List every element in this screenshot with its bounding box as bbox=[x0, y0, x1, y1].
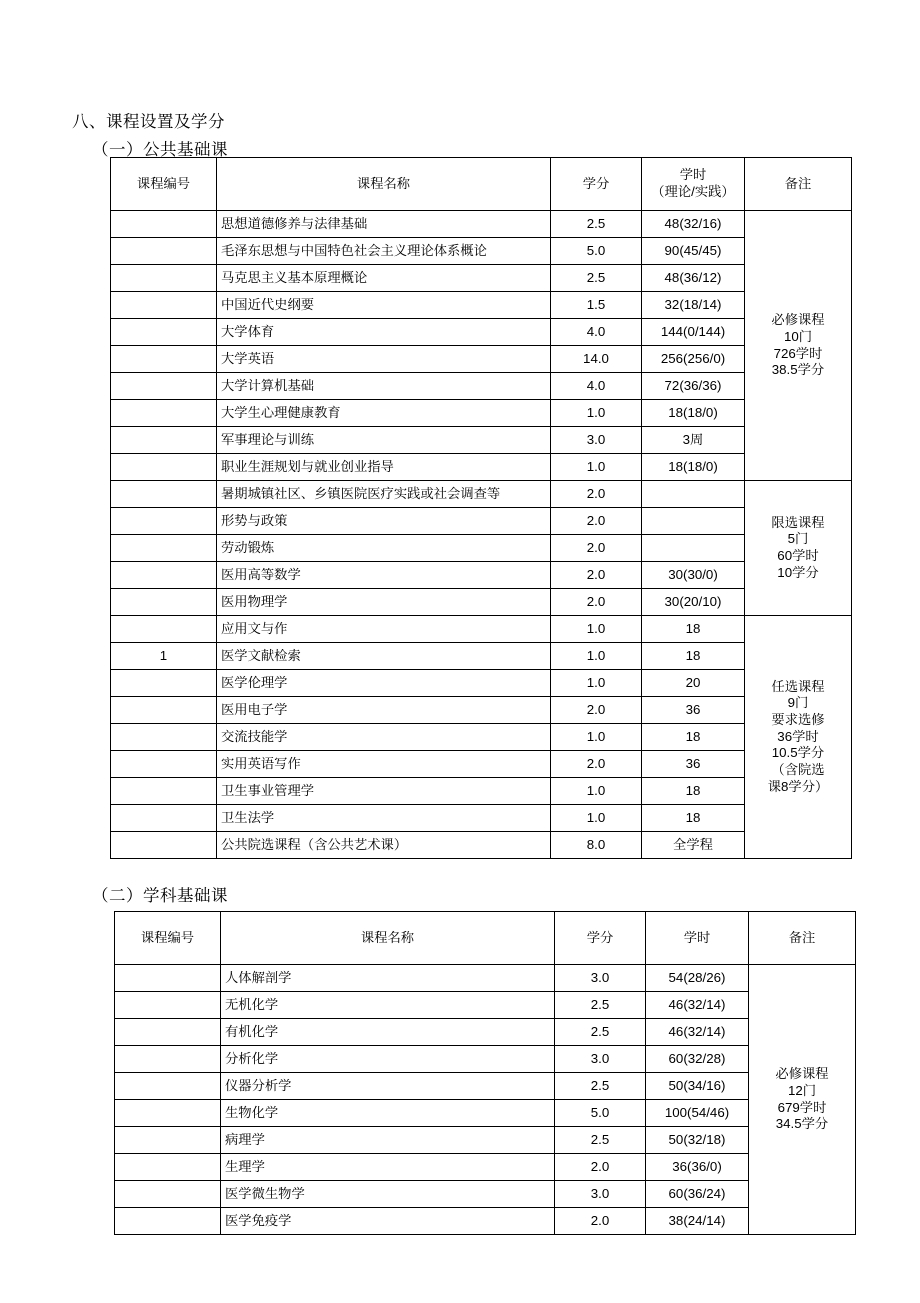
table-row bbox=[111, 778, 852, 805]
cell-class-hours: 60(36/24) bbox=[646, 1181, 749, 1208]
cell-class-hours: 20 bbox=[642, 670, 745, 697]
header-course-code: 课程编号 bbox=[111, 158, 217, 211]
table-body bbox=[111, 211, 852, 859]
table-row bbox=[115, 1019, 856, 1046]
cell-course-name: 暑期城镇社区、乡镇医院医疗实践或社会调查等 bbox=[217, 481, 551, 508]
remarks-line: 课8学分） bbox=[767, 778, 829, 794]
remarks-line: 必修课程 bbox=[775, 1066, 829, 1082]
table-row bbox=[111, 373, 852, 400]
header-remarks: 备注 bbox=[745, 158, 852, 211]
table-row bbox=[111, 211, 852, 238]
remarks-line: 34.5学分 bbox=[775, 1116, 829, 1132]
cell-course-code bbox=[111, 400, 217, 427]
cell-course-name: 医用高等数学 bbox=[217, 562, 551, 589]
cell-course-name: 无机化学 bbox=[221, 992, 555, 1019]
cell-remarks-group bbox=[745, 481, 852, 616]
table-row bbox=[111, 238, 852, 265]
cell-class-hours: 54(28/26) bbox=[646, 965, 749, 992]
cell-class-hours: 50(34/16) bbox=[646, 1073, 749, 1100]
cell-course-code bbox=[115, 1100, 221, 1127]
cell-course-name: 思想道德修养与法律基础 bbox=[217, 211, 551, 238]
remarks-line: 726学时 bbox=[773, 345, 823, 361]
discipline-basic-courses-table bbox=[114, 911, 856, 1235]
cell-class-hours: 18 bbox=[642, 616, 745, 643]
cell-credits: 1.0 bbox=[551, 805, 642, 832]
cell-credits: 2.0 bbox=[551, 697, 642, 724]
cell-credits: 2.5 bbox=[551, 265, 642, 292]
remarks-line: （含院选 bbox=[771, 761, 825, 777]
cell-course-name: 公共院选课程（含公共艺术课） bbox=[217, 832, 551, 859]
cell-credits: 1.0 bbox=[551, 616, 642, 643]
cell-course-code bbox=[115, 1181, 221, 1208]
cell-class-hours: 36 bbox=[642, 751, 745, 778]
cell-remarks-group bbox=[749, 965, 856, 1235]
cell-course-name: 大学生心理健康教育 bbox=[217, 400, 551, 427]
cell-course-code bbox=[111, 238, 217, 265]
remarks-line: 9门 bbox=[787, 695, 809, 711]
cell-course-code: 1 bbox=[111, 643, 217, 670]
cell-class-hours: 18 bbox=[642, 805, 745, 832]
cell-credits: 5.0 bbox=[551, 238, 642, 265]
cell-remarks-group bbox=[745, 616, 852, 859]
remarks-line: 限选课程 bbox=[771, 514, 825, 530]
cell-class-hours: 30(30/0) bbox=[642, 562, 745, 589]
cell-credits: 2.0 bbox=[555, 1208, 646, 1235]
subsection-heading-public: （一）公共基础课 bbox=[92, 140, 228, 159]
cell-credits: 1.0 bbox=[551, 454, 642, 481]
cell-course-name: 马克思主义基本原理概论 bbox=[217, 265, 551, 292]
cell-class-hours: 46(32/14) bbox=[646, 1019, 749, 1046]
cell-course-code bbox=[111, 589, 217, 616]
cell-course-code bbox=[111, 292, 217, 319]
cell-class-hours: 100(54/46) bbox=[646, 1100, 749, 1127]
table-row bbox=[111, 319, 852, 346]
table-row bbox=[111, 535, 852, 562]
table-row bbox=[111, 805, 852, 832]
cell-credits: 1.0 bbox=[551, 643, 642, 670]
table-row bbox=[115, 1208, 856, 1235]
cell-credits: 8.0 bbox=[551, 832, 642, 859]
table-row bbox=[111, 454, 852, 481]
cell-credits: 4.0 bbox=[551, 319, 642, 346]
table-row bbox=[111, 292, 852, 319]
cell-credits: 3.0 bbox=[555, 965, 646, 992]
cell-class-hours: 256(256/0) bbox=[642, 346, 745, 373]
table-row bbox=[111, 427, 852, 454]
table-row bbox=[111, 589, 852, 616]
cell-course-code bbox=[115, 1019, 221, 1046]
cell-course-code bbox=[111, 454, 217, 481]
cell-credits: 2.0 bbox=[551, 508, 642, 535]
cell-course-name: 卫生事业管理学 bbox=[217, 778, 551, 805]
cell-class-hours: 18(18/0) bbox=[642, 454, 745, 481]
cell-course-name: 中国近代史纲要 bbox=[217, 292, 551, 319]
table-row bbox=[111, 346, 852, 373]
cell-credits: 1.0 bbox=[551, 400, 642, 427]
table-row bbox=[115, 992, 856, 1019]
cell-class-hours: 46(32/14) bbox=[646, 992, 749, 1019]
cell-course-name: 形势与政策 bbox=[217, 508, 551, 535]
cell-course-name: 职业生涯规划与就业创业指导 bbox=[217, 454, 551, 481]
cell-credits: 1.0 bbox=[551, 778, 642, 805]
table-row bbox=[111, 697, 852, 724]
remarks-line: 679学时 bbox=[777, 1099, 827, 1115]
header-credits: 学分 bbox=[551, 158, 642, 211]
cell-course-code bbox=[111, 724, 217, 751]
header-class-hours-line2: （理论/实践） bbox=[651, 184, 735, 199]
cell-course-code bbox=[111, 265, 217, 292]
cell-class-hours: 全学程 bbox=[642, 832, 745, 859]
cell-class-hours bbox=[642, 481, 745, 508]
table-row bbox=[115, 1127, 856, 1154]
cell-course-name: 大学英语 bbox=[217, 346, 551, 373]
remarks-line: 12门 bbox=[787, 1082, 817, 1098]
cell-course-code bbox=[111, 697, 217, 724]
table-header bbox=[115, 912, 856, 965]
cell-course-name: 医用电子学 bbox=[217, 697, 551, 724]
cell-course-code bbox=[111, 427, 217, 454]
subsection-heading-discipline: （二）学科基础课 bbox=[92, 886, 228, 905]
table-row bbox=[111, 832, 852, 859]
cell-credits: 2.0 bbox=[551, 562, 642, 589]
cell-course-code bbox=[115, 1127, 221, 1154]
header-class-hours-line1: 学时 bbox=[679, 167, 707, 183]
cell-course-name: 病理学 bbox=[221, 1127, 555, 1154]
cell-course-code bbox=[111, 346, 217, 373]
cell-course-code bbox=[111, 805, 217, 832]
table-row bbox=[115, 1046, 856, 1073]
cell-credits: 3.0 bbox=[555, 1046, 646, 1073]
cell-credits: 2.5 bbox=[555, 1127, 646, 1154]
cell-credits: 2.0 bbox=[551, 589, 642, 616]
cell-class-hours bbox=[642, 535, 745, 562]
cell-course-name: 毛泽东思想与中国特色社会主义理论体系概论 bbox=[217, 238, 551, 265]
cell-course-code bbox=[115, 1154, 221, 1181]
remarks-line: 38.5学分 bbox=[771, 362, 825, 378]
cell-course-name: 卫生法学 bbox=[217, 805, 551, 832]
table-row bbox=[115, 1181, 856, 1208]
cell-credits: 2.0 bbox=[551, 535, 642, 562]
cell-class-hours: 3周 bbox=[642, 427, 745, 454]
cell-course-code bbox=[115, 1046, 221, 1073]
cell-class-hours bbox=[642, 508, 745, 535]
cell-credits: 2.5 bbox=[555, 1019, 646, 1046]
remarks-line: 任选课程 bbox=[771, 678, 825, 694]
cell-course-code bbox=[111, 616, 217, 643]
header-class-hours bbox=[642, 158, 745, 211]
cell-course-name: 大学体育 bbox=[217, 319, 551, 346]
cell-course-name: 大学计算机基础 bbox=[217, 373, 551, 400]
remarks-line: 5门 bbox=[787, 531, 809, 547]
table-row bbox=[111, 265, 852, 292]
table-row bbox=[111, 508, 852, 535]
cell-course-code bbox=[115, 1208, 221, 1235]
cell-class-hours: 36(36/0) bbox=[646, 1154, 749, 1181]
cell-course-name: 医学微生物学 bbox=[221, 1181, 555, 1208]
cell-course-code bbox=[111, 832, 217, 859]
cell-course-code bbox=[111, 778, 217, 805]
cell-class-hours: 30(20/10) bbox=[642, 589, 745, 616]
cell-class-hours: 144(0/144) bbox=[642, 319, 745, 346]
table-row bbox=[115, 965, 856, 992]
cell-credits: 3.0 bbox=[555, 1181, 646, 1208]
table-header bbox=[111, 158, 852, 211]
cell-course-name: 分析化学 bbox=[221, 1046, 555, 1073]
cell-course-name: 有机化学 bbox=[221, 1019, 555, 1046]
table-body bbox=[115, 965, 856, 1235]
cell-credits: 2.0 bbox=[555, 1154, 646, 1181]
cell-course-name: 医学免疫学 bbox=[221, 1208, 555, 1235]
remarks-line: 36学时 bbox=[777, 728, 819, 744]
cell-course-name: 医学伦理学 bbox=[217, 670, 551, 697]
cell-course-code bbox=[111, 751, 217, 778]
cell-course-code bbox=[111, 319, 217, 346]
cell-class-hours: 60(32/28) bbox=[646, 1046, 749, 1073]
header-course-name: 课程名称 bbox=[221, 912, 555, 965]
cell-class-hours: 38(24/14) bbox=[646, 1208, 749, 1235]
cell-course-code bbox=[115, 965, 221, 992]
table-row bbox=[111, 400, 852, 427]
cell-course-name: 劳动锻炼 bbox=[217, 535, 551, 562]
table-row bbox=[111, 616, 852, 643]
cell-credits: 5.0 bbox=[555, 1100, 646, 1127]
cell-credits: 3.0 bbox=[551, 427, 642, 454]
cell-course-name: 生理学 bbox=[221, 1154, 555, 1181]
cell-class-hours: 48(32/16) bbox=[642, 211, 745, 238]
cell-class-hours: 32(18/14) bbox=[642, 292, 745, 319]
table-row bbox=[111, 481, 852, 508]
header-credits: 学分 bbox=[555, 912, 646, 965]
cell-credits: 1.0 bbox=[551, 724, 642, 751]
table-row bbox=[111, 562, 852, 589]
table-row bbox=[115, 1073, 856, 1100]
remarks-line: 必修课程 bbox=[771, 312, 825, 328]
remarks-line: 10.5学分 bbox=[771, 745, 825, 761]
page-title: 八、课程设置及学分 bbox=[72, 112, 225, 131]
cell-credits: 2.5 bbox=[551, 211, 642, 238]
cell-course-code bbox=[115, 992, 221, 1019]
cell-course-code bbox=[115, 1073, 221, 1100]
cell-course-name: 实用英语写作 bbox=[217, 751, 551, 778]
header-remarks: 备注 bbox=[749, 912, 856, 965]
cell-credits: 14.0 bbox=[551, 346, 642, 373]
cell-course-name: 生物化学 bbox=[221, 1100, 555, 1127]
cell-course-code bbox=[111, 373, 217, 400]
cell-course-name: 人体解剖学 bbox=[221, 965, 555, 992]
cell-class-hours: 90(45/45) bbox=[642, 238, 745, 265]
cell-credits: 1.5 bbox=[551, 292, 642, 319]
cell-credits: 4.0 bbox=[551, 373, 642, 400]
table-row bbox=[115, 1154, 856, 1181]
remarks-line: 10门 bbox=[783, 328, 813, 344]
cell-class-hours: 18 bbox=[642, 778, 745, 805]
cell-course-name: 医用物理学 bbox=[217, 589, 551, 616]
cell-credits: 2.5 bbox=[555, 992, 646, 1019]
cell-class-hours: 18 bbox=[642, 643, 745, 670]
remarks-line: 60学时 bbox=[777, 548, 819, 563]
header-row bbox=[111, 158, 852, 211]
table-row bbox=[111, 751, 852, 778]
header-course-code: 课程编号 bbox=[115, 912, 221, 965]
cell-credits: 2.0 bbox=[551, 751, 642, 778]
cell-course-code bbox=[111, 562, 217, 589]
header-class-hours: 学时 bbox=[646, 912, 749, 965]
cell-course-code bbox=[111, 535, 217, 562]
cell-course-code bbox=[111, 211, 217, 238]
cell-course-code bbox=[111, 508, 217, 535]
cell-class-hours: 18(18/0) bbox=[642, 400, 745, 427]
cell-remarks-group bbox=[745, 211, 852, 481]
table-row bbox=[111, 643, 852, 670]
cell-class-hours: 72(36/36) bbox=[642, 373, 745, 400]
remarks-line: 要求选修 bbox=[771, 712, 825, 728]
cell-course-name: 医学文献检索 bbox=[217, 643, 551, 670]
cell-class-hours: 50(32/18) bbox=[646, 1127, 749, 1154]
public-basic-courses-table bbox=[110, 157, 852, 859]
cell-course-name: 交流技能学 bbox=[217, 724, 551, 751]
cell-credits: 2.0 bbox=[551, 481, 642, 508]
cell-course-name: 应用文与作 bbox=[217, 616, 551, 643]
cell-course-code bbox=[111, 481, 217, 508]
cell-credits: 2.5 bbox=[555, 1073, 646, 1100]
table-row bbox=[115, 1100, 856, 1127]
cell-course-code bbox=[111, 670, 217, 697]
cell-course-name: 仪器分析学 bbox=[221, 1073, 555, 1100]
cell-class-hours: 48(36/12) bbox=[642, 265, 745, 292]
remarks-line: 10学分 bbox=[777, 564, 819, 580]
cell-class-hours: 18 bbox=[642, 724, 745, 751]
header-row bbox=[115, 912, 856, 965]
table-row bbox=[111, 670, 852, 697]
table-row bbox=[111, 724, 852, 751]
cell-class-hours: 36 bbox=[642, 697, 745, 724]
header-course-name: 课程名称 bbox=[217, 158, 551, 211]
cell-course-name: 军事理论与训练 bbox=[217, 427, 551, 454]
cell-credits: 1.0 bbox=[551, 670, 642, 697]
